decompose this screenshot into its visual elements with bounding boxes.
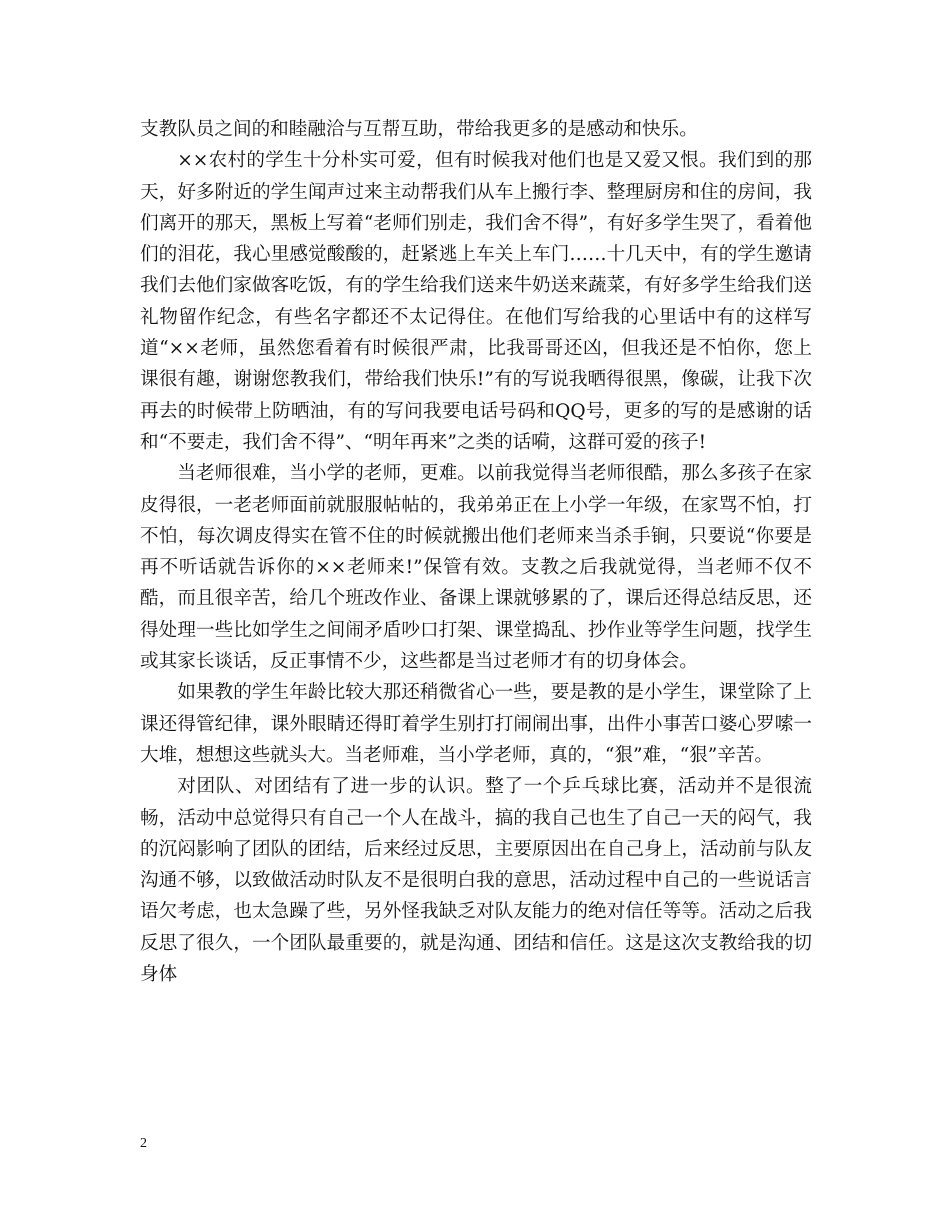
document-body: [140, 114, 812, 990]
paragraph-rural-students: ××农村的学生十分朴实可爱，但有时候我对他们也是又爱又恨。我们到的那天，好多附近的学生闻声过来主动帮我们从车上搬行李、整理厨房和住的房间，我们离开的那天，黑板上写着“老师们别走，我们舍不得”，有好多学生哭了，看着他们的泪花，我心里感觉酸酸的，赶紧逃上车关上车门……十几天中，有的学生邀请我们去他们家做客吃饭，有的学生给我们送来牛奶送来蔬菜，有好多学生给我们送礼物留作纪念，有些名字都还不太记得住。在他们写给我的心里话中有的这样写道“××老师，虽然您看着有时候很严肃，比我哥哥还凶，但我还是不怕你，您上课很有趣，谢谢您教我们，带给我们快乐!”有的写说我晒得很黑，像碳，让我下次再去的时候带上防晒油，有的写问我要电话号码和QQ号，更多的写的是感谢的话和“不要走，我们舍不得”、“明年再来”之类的话嗬，这群可爱的孩子!: [140, 150, 812, 453]
paragraph-teamwork: 对团队、对团结有了进一步的认识。整了一个乒乓球比赛，活动并不是很流畅，活动中总觉得只有自己一个人在战斗，搞的我自己也生了自己一天的闷气，我的沉闷影响了团队的团结，后来经过反思，主要原因出在自己身上，活动前与队友沟通不够，以致做活动时队友不是很明白我的意思，活动过程中自己的一些说话言语欠考虑，也太急躁了些，另外怪我缺乏对队友能力的绝对信任等等。活动之后我反思了很久，一个团队最重要的，就是沟通、团结和信任。这是这次支教给我的切身体: [140, 776, 812, 986]
paragraph-continuation: 支教队员之间的和睦融洽与互帮互助，带给我更多的是感动和快乐。: [140, 119, 698, 140]
paragraph-teacher-difficulty: 当老师很难，当小学的老师，更难。以前我觉得当老师很酷，那么多孩子在家皮得很，一老老师面前就服服帖帖的，我弟弟正在上小学一年级，在家骂不怕，打不怕，每次调皮得实在管不住的时候就搬出他们老师来当杀手锏，只要说“你要是再不听话就告诉你的××老师来!”保管有效。支教之后我就觉得，当老师不仅不酷，而且很辛苦，给几个班改作业、备课上课就够累的了，课后还得总结反思，还得处理一些比如学生之间闹矛盾吵口打架、课堂捣乱、抄作业等学生问题，找学生或其家长谈话，反正事情不少，这些都是当过老师才有的切身体会。: [140, 463, 812, 673]
page-number: 2: [140, 1136, 147, 1151]
paragraph-young-students: 如果教的学生年龄比较大那还稍微省心一些，要是教的是小学生，课堂除了上课还得管纪律，课外眼睛还得盯着学生别打打闹闹出事，出件小事苦口婆心罗嗦一大堆，想想这些就头大。当老师难，当小学老师，真的，“狠”难，“狠”辛苦。: [140, 682, 812, 766]
